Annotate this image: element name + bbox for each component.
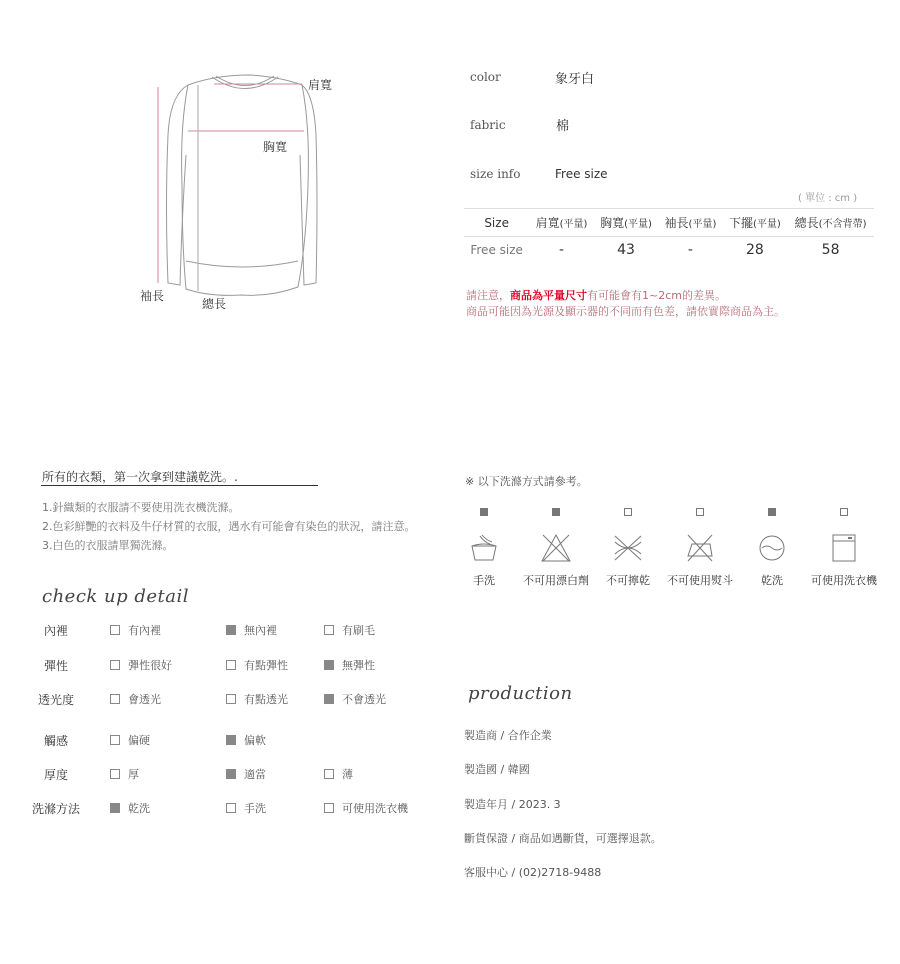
header-sub: (平量) <box>559 219 588 230</box>
checkbox-icon <box>324 694 334 704</box>
detail-option <box>324 657 375 673</box>
detail-row <box>26 655 446 675</box>
header-main: 總長 <box>794 216 819 230</box>
size-header-cell <box>658 209 722 237</box>
care-checkbox-icon <box>552 508 560 516</box>
checkbox-icon <box>226 660 236 670</box>
header-main: Size <box>484 215 509 230</box>
detail-option-label: 手洗 <box>244 802 266 815</box>
detail-option-label: 有刷毛 <box>342 624 375 637</box>
color-label: color <box>470 70 501 84</box>
detail-option <box>324 691 386 707</box>
care-item <box>664 508 736 588</box>
checkbox-icon <box>110 694 120 704</box>
checkbox-icon <box>226 769 236 779</box>
care-label: 不可擰乾 <box>606 574 650 587</box>
detail-row-label: 觸感 <box>43 734 68 748</box>
checkbox-icon <box>110 625 120 635</box>
checkbox-icon <box>110 735 120 745</box>
size-header-cell <box>594 209 658 237</box>
header-main: 胸寬 <box>600 216 625 230</box>
production-line: 斷貨保證 / 商品如遇斷貨，可選擇退款。 <box>464 831 662 845</box>
production-heading: production <box>468 683 573 704</box>
detail-row <box>26 764 446 784</box>
detail-option-label: 厚 <box>128 768 139 781</box>
size-table-wrap <box>464 208 874 263</box>
care-item <box>520 508 592 588</box>
care-label: 可使用洗衣機 <box>811 574 877 587</box>
washing-tip: 2.色彩鮮艷的衣料及牛仔材質的衣服，遇水有可能會有染色的狀況，請注意。 <box>42 520 416 533</box>
washing-tips <box>42 498 416 555</box>
table-cell: - <box>687 242 693 258</box>
detail-option-label: 偏硬 <box>128 734 150 747</box>
detail-row-label: 彈性 <box>43 659 68 673</box>
detail-option-label: 可使用洗衣機 <box>342 802 408 815</box>
detail-row <box>26 730 446 750</box>
header-sub: (平量) <box>753 219 781 230</box>
unit-note: ( 單位 : cm ) <box>798 193 858 204</box>
washing-tip: 1.針織類的衣服請不要使用洗衣機洗滌。 <box>42 501 240 514</box>
color-value: 象牙白 <box>555 72 595 87</box>
detail-option <box>226 800 266 816</box>
detail-option <box>110 622 161 638</box>
detail-option-label: 不會透光 <box>342 693 386 706</box>
no-bleach-icon <box>540 532 572 564</box>
detail-option <box>110 732 150 748</box>
header-sub: (不含背帶) <box>818 219 867 230</box>
detail-option-label: 彈性很好 <box>128 659 172 672</box>
header-sub: (平量) <box>688 219 717 230</box>
detail-row-label: 內裡 <box>43 624 68 638</box>
length-label: 總長 <box>202 297 227 311</box>
header-main: 下擺 <box>729 216 754 230</box>
checkbox-icon <box>324 660 334 670</box>
washing-tip: 3.白色的衣服請單獨洗滌。 <box>42 539 174 552</box>
header-main: 肩寬 <box>535 216 560 230</box>
detail-option <box>110 800 150 816</box>
washing-machine-icon <box>828 532 860 564</box>
care-checkbox-icon <box>696 508 704 516</box>
production-line: 製造商 / 合作企業 <box>464 729 552 742</box>
care-label: 不可使用熨斗 <box>667 574 733 587</box>
care-item <box>592 508 664 588</box>
size-info-value: Free size <box>555 167 608 181</box>
header-sub: (平量) <box>624 219 652 230</box>
detail-heading: check up detail <box>42 586 190 607</box>
detail-option <box>324 800 408 816</box>
detail-option <box>110 657 172 673</box>
detail-option <box>226 732 266 748</box>
detail-option <box>324 766 353 782</box>
table-row <box>464 237 874 264</box>
checkbox-icon <box>226 735 236 745</box>
detail-row-label: 洗滌方法 <box>31 802 80 816</box>
sleeve-label: 袖長 <box>140 289 165 303</box>
washing-divider <box>41 485 318 486</box>
note-line-1 <box>466 288 785 304</box>
detail-option-label: 有內裡 <box>128 624 161 637</box>
care-checkbox-icon <box>480 508 488 516</box>
detail-option <box>226 622 277 638</box>
checkbox-icon <box>226 694 236 704</box>
care-item <box>808 508 880 588</box>
checkbox-icon <box>324 769 334 779</box>
note-text: 有可能會有1~2cm的差異。 <box>587 289 726 302</box>
table-cell: 58 <box>821 242 840 258</box>
chest-label: 胸寬 <box>263 140 288 154</box>
care-label: 不可用漂白劑 <box>523 574 589 587</box>
garment-sketch <box>130 65 350 325</box>
detail-row <box>26 620 446 640</box>
dry-clean-icon <box>756 532 788 564</box>
size-header-cell <box>464 209 529 237</box>
detail-option-label: 有點透光 <box>244 693 288 706</box>
fabric-value: 棉 <box>556 119 570 134</box>
hand-wash-icon <box>468 532 500 564</box>
detail-row <box>26 798 446 818</box>
detail-option <box>324 622 375 638</box>
washing-title: 所有的衣類，第一次拿到建議乾洗。. <box>42 470 238 484</box>
detail-row-label: 厚度 <box>43 768 68 782</box>
note-highlight: 商品為平量尺寸 <box>510 289 587 302</box>
size-table <box>464 208 874 263</box>
size-info-label: size info <box>470 167 521 181</box>
detail-option-label: 無彈性 <box>342 659 375 672</box>
care-checkbox-icon <box>840 508 848 516</box>
size-header-cell <box>723 209 787 237</box>
checkbox-icon <box>110 769 120 779</box>
table-cell: 28 <box>746 242 764 258</box>
care-label: 手洗 <box>473 574 495 587</box>
note-line-2: 商品可能因為光源及顯示器的不同而有色差，請依實際商品為主。 <box>466 305 785 318</box>
checkbox-icon <box>226 803 236 813</box>
care-checkbox-icon <box>768 508 776 516</box>
detail-option-label: 無內裡 <box>244 624 277 637</box>
size-header-cell <box>529 209 593 237</box>
detail-option-label: 偏軟 <box>244 734 266 747</box>
production-line: 製造國 / 韓國 <box>464 763 530 777</box>
shirt-drawing-icon <box>130 65 350 325</box>
detail-option <box>110 691 161 707</box>
table-cell: Free size <box>470 243 523 257</box>
detail-option-label: 適當 <box>244 768 266 781</box>
detail-option-label: 會透光 <box>128 693 161 706</box>
production-line: 客服中心 / (02)2718-9488 <box>464 866 602 880</box>
care-item <box>448 508 520 588</box>
detail-row <box>26 689 446 709</box>
care-checkbox-icon <box>624 508 632 516</box>
detail-option-label: 薄 <box>342 768 353 781</box>
no-iron-icon <box>684 532 716 564</box>
size-note <box>466 288 785 320</box>
no-wring-icon <box>612 532 644 564</box>
production-line: 製造年月 / 2023. 3 <box>464 797 561 811</box>
detail-option <box>226 766 266 782</box>
table-cell: 43 <box>617 242 635 258</box>
detail-option-label: 有點彈性 <box>244 659 288 672</box>
care-label: 乾洗 <box>761 574 783 587</box>
fabric-label: fabric <box>470 118 506 132</box>
size-table-header <box>464 209 874 237</box>
detail-option <box>226 691 288 707</box>
checkbox-icon <box>110 803 120 813</box>
size-header-cell <box>787 209 874 237</box>
detail-row-label: 透光度 <box>37 693 74 707</box>
note-text: 請注意， <box>466 289 510 302</box>
checkbox-icon <box>324 803 334 813</box>
shoulder-label: 肩寬 <box>308 78 333 92</box>
checkbox-icon <box>324 625 334 635</box>
care-item <box>736 508 808 588</box>
size-table-body <box>464 237 874 264</box>
detail-option <box>226 657 288 673</box>
checkbox-icon <box>110 660 120 670</box>
care-symbols <box>448 508 884 588</box>
detail-option <box>110 766 139 782</box>
header-main: 袖長 <box>664 216 689 230</box>
table-cell: - <box>558 242 565 258</box>
care-note: ※ 以下洗滌方式請參考。 <box>465 475 588 488</box>
detail-option-label: 乾洗 <box>128 802 150 815</box>
checkbox-icon <box>226 625 236 635</box>
